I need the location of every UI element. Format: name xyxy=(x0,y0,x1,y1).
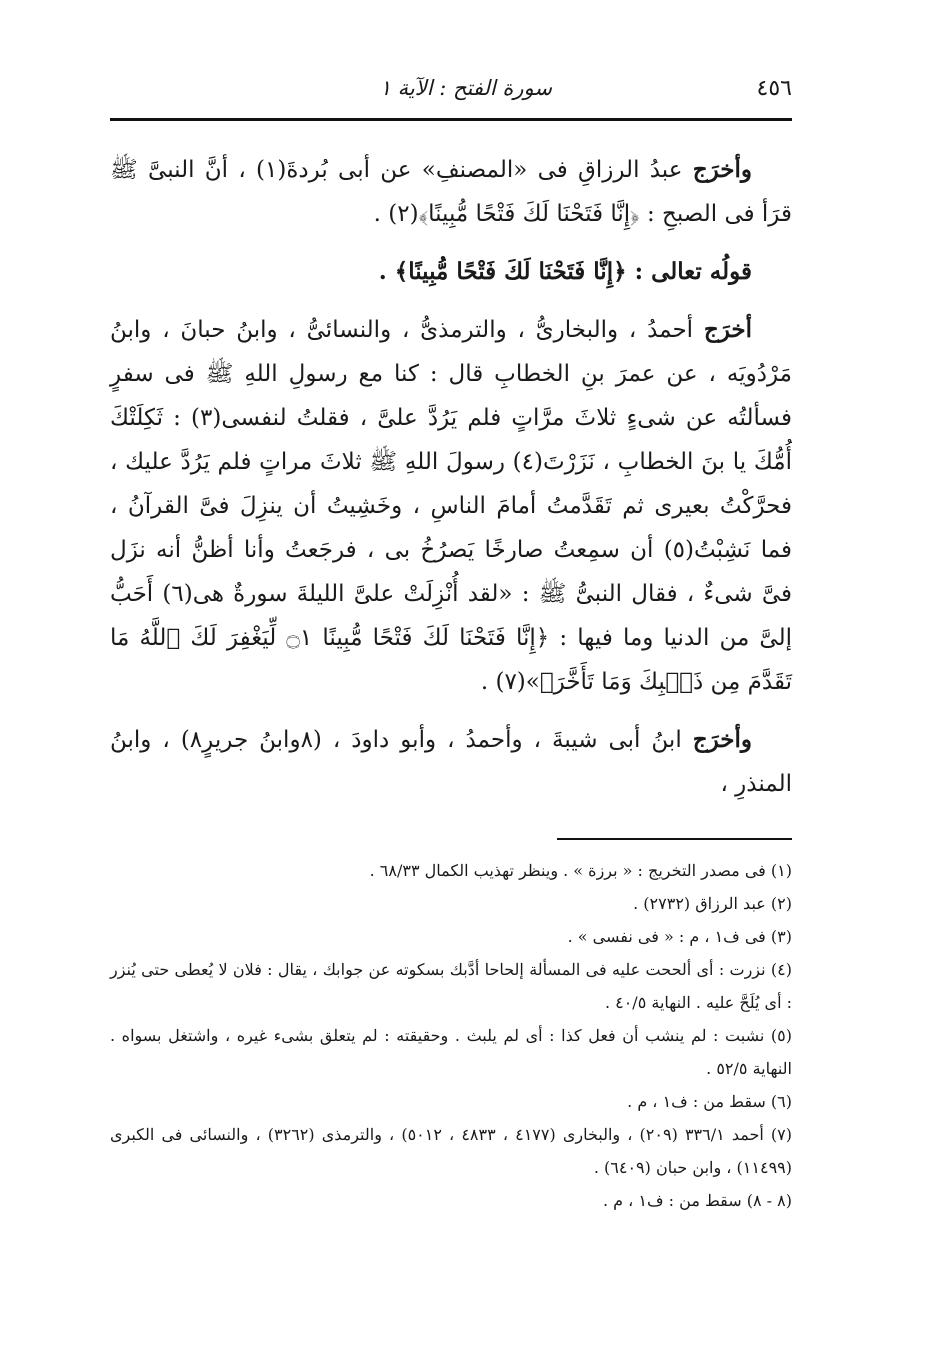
footnote-5: (٥) نشبت : لم ينشب أن فعل كذا : أى لم يلبث . وحقيقته : لم يتعلق بشىء غيره ، واشتغل بسواه . النهاية ٥٢/٥ . xyxy=(110,1026,792,1078)
paragraph-lead: وأخرَج xyxy=(692,156,753,183)
header-rule xyxy=(110,118,792,121)
book-page xyxy=(110,62,793,1210)
paragraph-lead: وأخرَج xyxy=(692,726,752,753)
footnote-2: (٢) عبد الرزاق (٢٧٣٢) . xyxy=(633,894,792,913)
paragraph-text: ابنُ أبى شيبةَ ، وأحمدُ ، وأبو داودَ ، (٨وابنُ جريرٍ٨) ، وابنُ المنذرِ ، xyxy=(110,727,792,797)
running-title: سورة الفتح : الآية ١ xyxy=(379,76,552,100)
paragraph-lead: أخرَج xyxy=(703,316,752,343)
footnote-3: (٣) فى ف١ ، م : « فى نفسى » . xyxy=(567,927,792,946)
paragraph-2 xyxy=(110,308,792,704)
page-number: ٤٥٦ xyxy=(756,76,792,101)
running-head xyxy=(110,62,792,112)
heading-lead: قولُه تعالى : xyxy=(634,258,752,285)
paragraph-text: أحمدُ ، والبخارىُّ ، والترمذىُّ ، والنسائىُّ ، وابنُ حبانَ ، وابنُ مَرْدُويَه ، عن عمرَ بنِ الخطابِ قال : كنا مع رسولِ اللهِ ﷺ فى سفرٍ فسألتُه عن شىءٍ ثلاثَ مرَّاتٍ فلم يَرُدَّ علىَّ ، فقلتُ لنفسى(٣) : ثَكِلَتْكَ أُمُّكَ يا بنَ الخطابِ ، نَزَرْتَ(٤) رسولَ اللهِ ﷺ ثلاثَ مراتٍ فلم يَرُدَّ عليك ، فحرَّكْتُ بعيرى ثم تَقَدَّمتُ أمامَ الناسِ ، وخَشِيتُ أن ينزِلَ فىَّ القرآنُ ، فما نَشِبْتُ(٥) أن سمِعتُ صارخًا يَصرُخُ بى ، فرجَعتُ وأنا أظنُّ أنه نزَل فىَّ شىءٌ ، فقال النبىُّ ﷺ : «لقد أُنْزِلَتْ علىَّ الليلةَ سورةٌ هى(٦) أَحَبُّ إلىَّ من الدنيا وما فيها : ﴿إِنَّا فَتَحْنَا لَكَ فَتْحًا مُّبِينًا ۝١ لِّيَغْفِرَ لَكَ ٱللَّهُ مَا تَقَدَّمَ مِن ذَنۢبِكَ وَمَا تَأَخَّرَ﴾»(٧) . xyxy=(110,317,793,695)
footnote-rule xyxy=(557,838,792,840)
footnote-1: (١) فى مصدر التخريج : « برزة » . وينظر تهذيب الكمال ٦٨/٣٣ . xyxy=(369,861,792,880)
paragraph-3 xyxy=(110,718,792,806)
footnote-6: (٦) سقط من : ف١ ، م . xyxy=(627,1092,792,1111)
footnote-4: (٤) نزرت : أى ألححت عليه فى المسألة إلحاحا أدَّبك بسكوته عن جوابك ، يقال : فلان لا يُعطى حتى يُنزر : أى يُلَحَّ عليه . النهاية ٤٠/٥ . xyxy=(110,960,792,1012)
footnote-7: (٧) أحمد ٣٣٦/١ (٢٠٩) ، والبخارى (٤١٧٧ ، ٤٨٣٣ ، ٥٠١٢) ، والترمذى (٣٢٦٢) ، والنسائى فى الكبرى (١١٤٩٩) ، وابن حبان (٦٤٠٩) . xyxy=(110,1125,792,1177)
footnote-8: (٨ - ٨) سقط من : ف١ ، م . xyxy=(602,1191,792,1210)
verse-heading xyxy=(110,250,792,294)
heading-verse: ﴿إِنَّا فَتَحْنَا لَكَ فَتْحًا مُّبِينًا﴾ . xyxy=(378,258,635,285)
paragraph-text: عبدُ الرزاقِ فى «المصنفِ» عن أبى بُردةَ(١) ، أنَّ النبىَّ ﷺ قرَأ فى الصبحِ : ﴿إِنَّا فَتَحْنَا لَكَ فَتْحًا مُّبِينًا﴾(٢) . xyxy=(110,157,792,227)
main-text xyxy=(110,148,792,820)
footnotes xyxy=(110,854,792,1217)
paragraph-1 xyxy=(110,148,792,236)
